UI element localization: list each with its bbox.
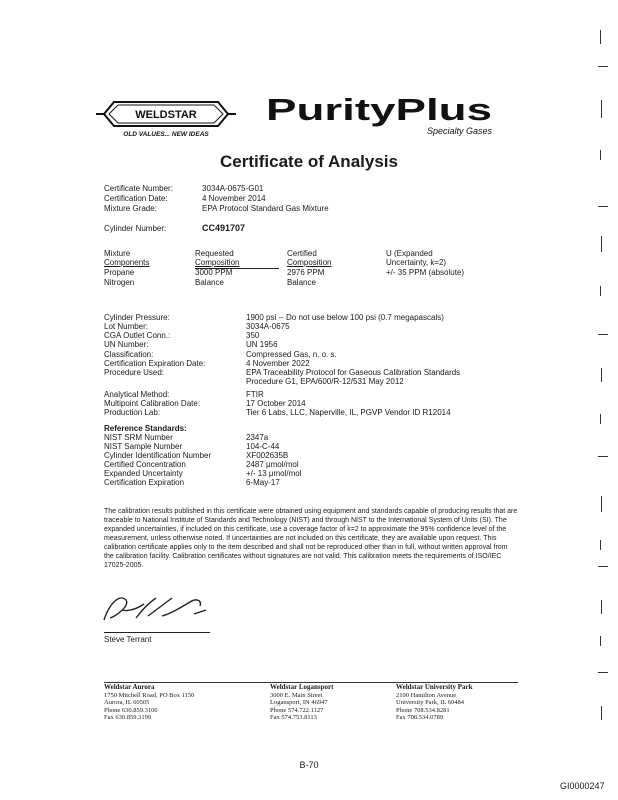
mixture-grade-label: Mixture Grade: <box>104 204 157 213</box>
ref-label: NIST Sample Number <box>104 442 183 451</box>
info-value: UN 1956 <box>246 340 278 349</box>
reference-heading: Reference Standards: <box>104 424 187 433</box>
row-nitrogen-requested: Balance <box>195 278 224 287</box>
edge-mark <box>600 150 601 160</box>
header-certified-2: Composition <box>287 258 332 267</box>
footer-location-name: Weldstar Aurora <box>104 683 155 691</box>
footer-line: Phone 630.859.3100 <box>104 706 158 714</box>
ref-label: Certified Concentration <box>104 460 186 469</box>
footer-location-name: Weldstar Logansport <box>270 683 334 691</box>
cert-number-value: 3034A-0675-G01 <box>202 184 264 193</box>
footer-aurora <box>104 684 194 722</box>
mixture-grade-value: EPA Protocol Standard Gas Mixture <box>202 204 329 213</box>
edge-mark <box>598 456 608 457</box>
info-label: Multipoint Calibration Date: <box>104 399 201 408</box>
edge-mark <box>600 414 601 424</box>
edge-mark <box>598 66 608 67</box>
edge-mark <box>601 236 602 252</box>
calibration-statement: The calibration results published in this certificate were obtained using equipment and standards capable of producing results that are traceable to National Institute of Standards and Technology (NIST) and through NIST to the International System of Units (SI). The expanded uncertainties, if included on this certificate, use a coverage factor of k=2 to approximate the 95% confidence level of the measurement, unless otherwise noted. If uncertainties are not included on this certificate, they are available upon request. This calibration certificate applies only to the item described and shall not be reproduced other than in full, without written approval from the calibration facility. Calibration certificates without signatures are not valid. This calibration meets the requirements of ISO/IEC 17025-2005. <box>104 508 518 569</box>
ref-label: NIST SRM Number <box>104 433 173 442</box>
info-value: FTIR <box>246 390 264 399</box>
ref-value: 6-May-17 <box>246 478 280 487</box>
edge-mark <box>598 334 608 335</box>
info-label: Analytical Method: <box>104 390 170 399</box>
header-certified-1: Certified <box>287 249 317 258</box>
info-label: UN Number: <box>104 340 149 349</box>
ref-label: Expanded Uncertainty <box>104 469 183 478</box>
header-mixture-1: Mixture <box>104 249 131 258</box>
ref-value: +/- 13 μmol/mol <box>246 469 302 478</box>
header-uncertainty-1: U (Expanded <box>386 249 433 258</box>
info-label: Certification Expiration Date: <box>104 359 206 368</box>
row-nitrogen-component: Nitrogen <box>104 278 135 287</box>
row-propane-uncertainty: +/- 35 PPM (absolute) <box>386 268 465 277</box>
edge-mark <box>601 496 602 512</box>
footer-line: Fax 708.534.0789 <box>396 714 444 721</box>
footer-logansport <box>270 684 333 722</box>
edge-mark <box>600 540 601 550</box>
edge-mark <box>600 636 601 646</box>
purityplus-brand: PurityPlus <box>266 92 492 127</box>
header-requested-1: Requested <box>195 249 234 258</box>
ref-value: 104-C-44 <box>246 442 280 451</box>
ref-value: XF002635B <box>246 451 289 460</box>
document-title: Certificate of Analysis <box>220 152 398 171</box>
footer-line: Phone 708.534.8281 <box>396 706 450 714</box>
footer-line: Logansport, IN 46947 <box>270 699 328 706</box>
edge-mark <box>598 672 608 673</box>
ref-label: Certification Expiration <box>104 478 185 487</box>
ref-value: 2487 μmol/mol <box>246 460 299 469</box>
bates-number: GI0000247 <box>560 781 605 791</box>
footer-line: Phone 574.722.1127 <box>270 706 324 714</box>
purityplus-logo <box>266 90 496 136</box>
info-label: CGA Outlet Conn.: <box>104 331 171 340</box>
edge-mark <box>601 706 602 720</box>
footer-line: 2100 Hamilton Avenue <box>396 691 457 699</box>
info-label: Classification: <box>104 350 154 359</box>
info-label: Lot Number: <box>104 322 149 331</box>
info-value: Tier 6 Labs, LLC, Naperville, IL, PGVP Vendor ID R12014 <box>246 408 451 417</box>
edge-mark <box>600 30 601 44</box>
header-uncertainty-2: Uncertainty, k=2) <box>386 258 447 267</box>
info-label: Cylinder Pressure: <box>104 313 170 322</box>
signature-line <box>104 632 210 633</box>
row-propane-requested: 3000 PPM <box>195 268 233 277</box>
row-propane-certified: 2976 PPM <box>287 268 325 277</box>
header-requested-2: Composition <box>195 258 240 267</box>
ref-value: 2347a <box>246 433 269 442</box>
info-label: Procedure Used: <box>104 368 165 377</box>
cert-date-label: Certification Date: <box>104 194 168 203</box>
edge-mark <box>598 206 608 207</box>
cylinder-number-value: CC491707 <box>202 223 246 233</box>
footer-location-name: Weldstar University Park <box>396 683 473 691</box>
signature-scribble <box>96 590 226 628</box>
header-mixture-2: Components <box>104 258 150 267</box>
footer-line: 3000 E. Main Street <box>270 691 323 699</box>
row-nitrogen-certified: Balance <box>287 278 316 287</box>
edge-mark <box>600 286 601 296</box>
signatory-name: Steve Terrant <box>104 635 152 644</box>
cert-date-value: 4 November 2014 <box>202 194 266 203</box>
footer-line: 1750 Mitchell Road, PO Box 1150 <box>104 691 195 699</box>
info-value: Procedure G1, EPA/600/R-12/531 May 2012 <box>246 377 404 386</box>
page-number: B-70 <box>299 760 319 770</box>
edge-mark <box>601 100 602 118</box>
info-value: EPA Traceability Protocol for Gaseous Calibration Standards <box>246 368 461 377</box>
ref-label: Cylinder Identification Number <box>104 451 212 460</box>
info-value: 17 October 2014 <box>246 399 306 408</box>
info-label: Production Lab: <box>104 408 161 417</box>
weldstar-wordmark: WELDSTAR <box>135 109 197 121</box>
footer-university-park <box>396 684 472 722</box>
footer-line: Fax 574.753.8113 <box>270 714 317 721</box>
cert-number-label: Certificate Number: <box>104 184 173 193</box>
info-value: 350 <box>246 331 260 340</box>
info-value: 1900 psi -- Do not use below 100 psi (0.7 megapascals) <box>246 313 444 322</box>
weldstar-logo <box>96 94 236 138</box>
footer-line: Fax 630.859.3199 <box>104 714 152 721</box>
info-value: 3034A-0675 <box>246 322 290 331</box>
row-propane-component: Propane <box>104 268 135 277</box>
purityplus-subtitle: Specialty Gases <box>426 126 492 136</box>
edge-mark <box>598 566 608 567</box>
weldstar-tagline: OLD VALUES... NEW IDEAS <box>123 131 209 138</box>
edge-mark <box>601 368 602 382</box>
cylinder-number-label: Cylinder Number: <box>104 224 167 233</box>
footer-line: Aurora, IL 60505 <box>104 699 150 706</box>
footer-line: University Park, IL 60484 <box>396 699 464 706</box>
info-value: Compressed Gas, n. o. s. <box>246 350 337 359</box>
edge-mark <box>601 600 602 614</box>
info-value: 4 November 2022 <box>246 359 310 368</box>
